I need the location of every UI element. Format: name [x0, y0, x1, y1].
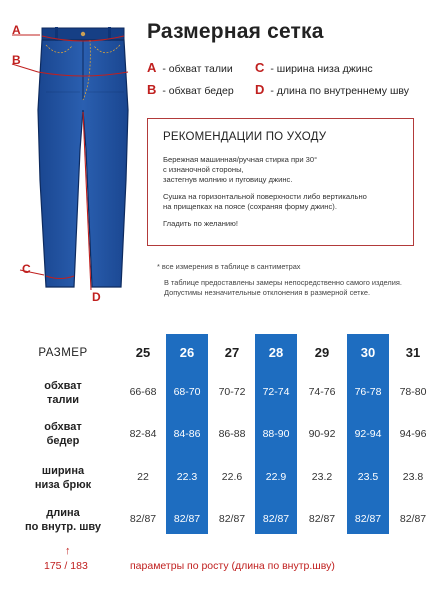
table-cell: 70-72	[218, 386, 246, 398]
table-cell: 22.6	[221, 471, 243, 483]
legend-inseam: D - длина по внутреннему шву	[255, 82, 409, 97]
table-cell: 23.2	[311, 471, 333, 483]
row-label-inseam: длина по внутр. шву	[24, 507, 102, 533]
table-cell: 82/87	[354, 513, 382, 525]
legend-waist: A - обхват талии	[147, 60, 233, 75]
table-cell: 76-78	[354, 386, 382, 398]
size-28: 28	[268, 345, 284, 360]
table-cell: 22.3	[176, 471, 198, 483]
table-cell: 86-88	[218, 428, 246, 440]
care-title: РЕКОМЕНДАЦИИ ПО УХОДУ	[163, 131, 327, 143]
size-29: 29	[314, 345, 330, 360]
size-26: 26	[179, 345, 195, 360]
table-cell: 22	[137, 471, 149, 483]
legend-hips: B - обхват бедер	[147, 82, 234, 97]
table-cell: 74-76	[308, 386, 336, 398]
arrow-up-icon: ↑	[65, 545, 71, 557]
size-25: 25	[135, 345, 151, 360]
size-header-label: РАЗМЕР	[38, 347, 88, 359]
table-cell: 82/87	[399, 513, 427, 525]
table-cell: 92-94	[354, 428, 382, 440]
table-cell: 88-90	[262, 428, 290, 440]
diagram-letter-c: C	[22, 262, 31, 276]
size-27: 27	[224, 345, 240, 360]
diagram-letter-a: A	[12, 23, 21, 37]
height-values: 175 / 183	[44, 560, 88, 572]
size-30: 30	[360, 345, 376, 360]
table-cell: 84-86	[173, 428, 201, 440]
table-cell: 82/87	[262, 513, 290, 525]
table-cell: 82/87	[129, 513, 157, 525]
table-cell: 82/87	[308, 513, 336, 525]
table-cell: 82-84	[129, 428, 157, 440]
legend-hem-width: C - ширина низа джинс	[255, 60, 373, 75]
table-cell: 78-80	[399, 386, 427, 398]
units-note: * все измерения в таблице в сантиметрах	[157, 262, 301, 271]
row-label-hips: обхват бедер	[44, 421, 82, 447]
table-cell: 82/87	[218, 513, 246, 525]
row-label-hem-width: ширина низа брюк	[34, 465, 92, 491]
table-cell: 68-70	[173, 386, 201, 398]
table-cell: 72-74	[262, 386, 290, 398]
diagram-letter-d: D	[92, 290, 101, 304]
table-cell: 66-68	[129, 386, 157, 398]
diagram-letter-b: B	[12, 53, 21, 67]
jeans-illustration	[0, 0, 140, 310]
care-recommendations-box	[147, 118, 414, 246]
measurement-note: В таблице предоставлены замеры непосредственно самого изделия. Допустимы незначительные отклонения в размерной сетке.	[164, 278, 402, 297]
row-label-waist: обхват талии	[44, 380, 82, 406]
table-cell: 23.8	[402, 471, 424, 483]
size-31: 31	[405, 345, 421, 360]
footer-note: параметры по росту (длина по внутр.шву)	[130, 560, 335, 572]
table-cell: 82/87	[173, 513, 201, 525]
table-cell: 22.9	[265, 471, 287, 483]
table-cell: 94-96	[399, 428, 427, 440]
care-drying-text: Сушка на горизонтальной поверхности либо вертикально на прищепках на поясе (сохраняя форму джинс).	[163, 192, 367, 211]
table-cell: 23.5	[357, 471, 379, 483]
care-washing-text: Бережная машинная/ручная стирка при 30° с изнаночной стороны, застегнув молнию и пуговицу джинс.	[163, 155, 318, 184]
care-ironing-text: Гладить по желанию!	[163, 219, 238, 228]
page-title: Размерная сетка	[147, 20, 324, 43]
table-cell: 90-92	[308, 428, 336, 440]
